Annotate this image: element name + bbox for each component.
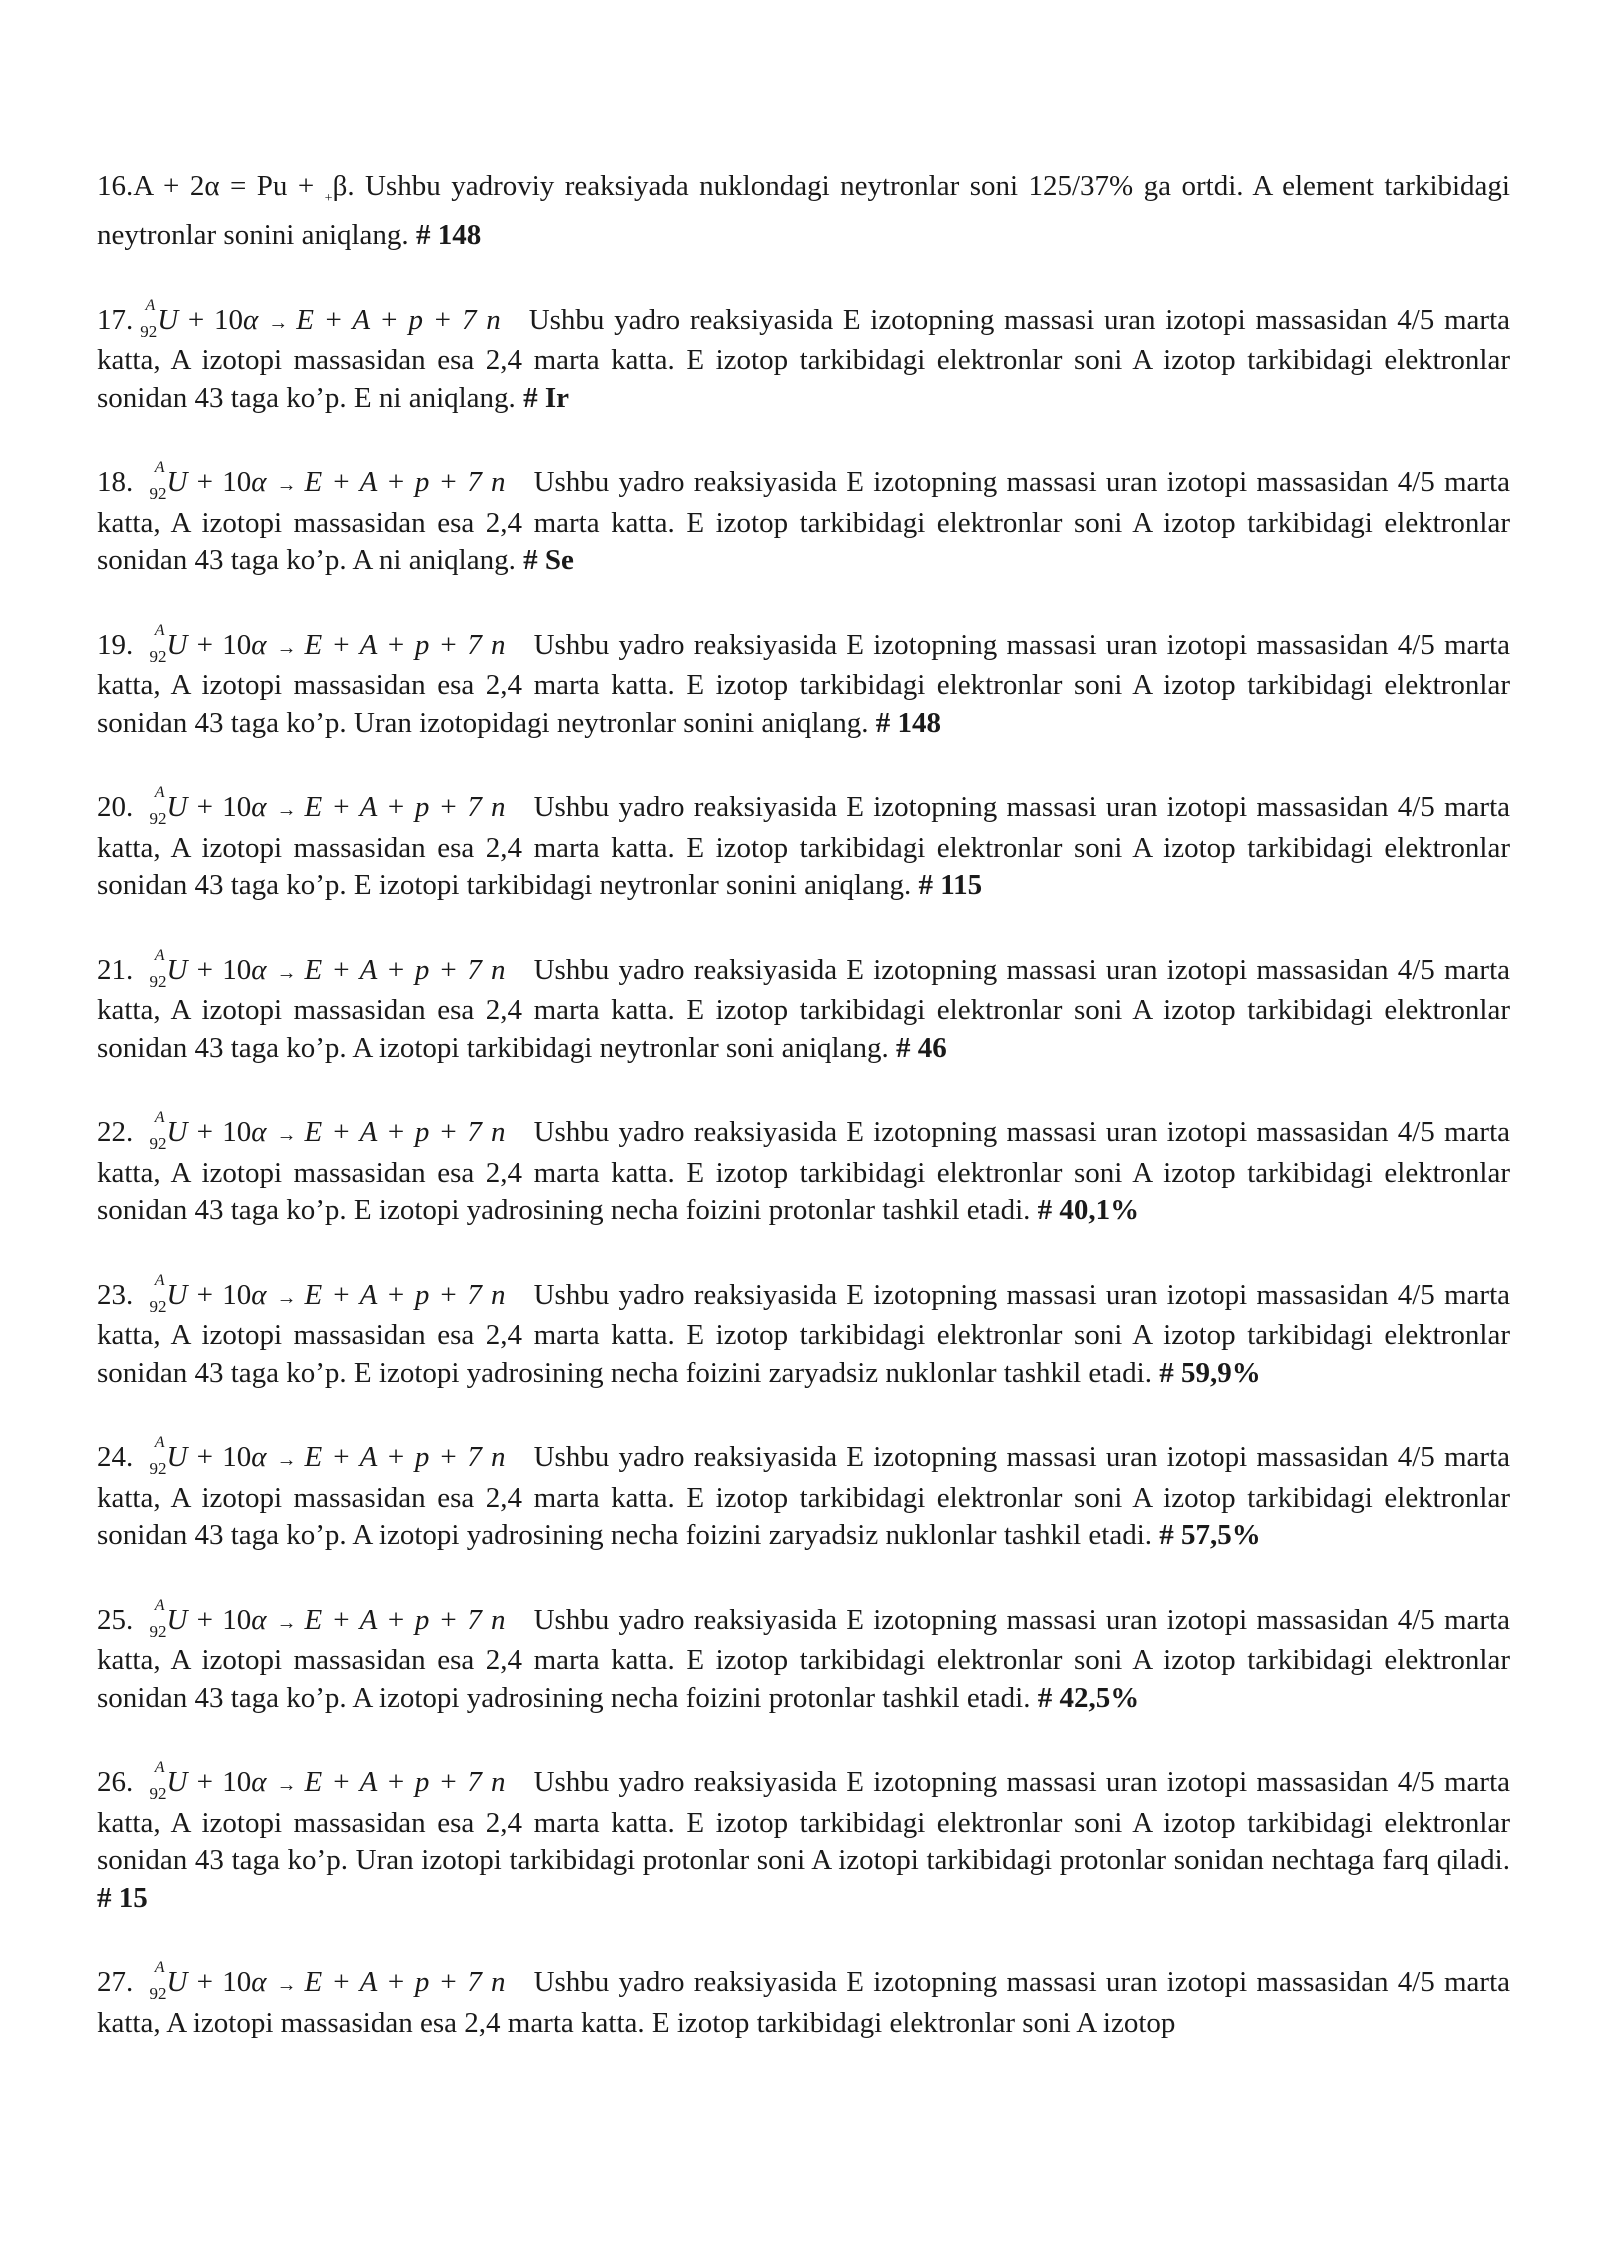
eq-products: E + A + p + 7 n bbox=[296, 303, 501, 336]
document-page bbox=[97, 168, 1510, 2086]
isotope-notation bbox=[142, 784, 167, 829]
eq-plus: + 10 bbox=[187, 466, 252, 499]
isotope-mass: A bbox=[154, 1596, 165, 1614]
problem-body: Ushbu yadro reaksiyasida E izotopning massasi uran izotopi massasidan 4/5 marta katta, A izotopi massasidan esa 2,4 marta katta. E izotop tarkibidagi elektronlar soni A izotop tarkibidagi elektronlar sonidan 43 taga ko’p. A ni aniqlang. bbox=[97, 466, 1511, 577]
reaction-equation bbox=[142, 946, 506, 991]
arrow-icon: → bbox=[276, 1449, 297, 1472]
isotope-mass: A bbox=[154, 1271, 165, 1289]
arrow-icon: → bbox=[276, 1611, 297, 1634]
isotope-z: 92 bbox=[149, 1134, 167, 1154]
isotope-notation bbox=[142, 1271, 167, 1316]
answer: # 148 bbox=[868, 706, 942, 739]
problem-body: Ushbu yadro reaksiyasida E izotopning massasi uran izotopi massasidan 4/5 marta katta, A izotopi massasidan esa 2,4 marta katta. E izotop tarkibidagi elektronlar soni A izotop tarkibidagi elektronlar sonidan 43 taga ko’p. Uran izotopi tarkibidagi protonlar soni A izotopi tarkibidagi protonlar sonidan nechtaga farq qiladi. bbox=[97, 1766, 1511, 1877]
isotope-z: 92 bbox=[149, 1984, 167, 2004]
isotope-z: 92 bbox=[149, 1296, 167, 1316]
isotope-mass: A bbox=[154, 784, 165, 802]
problem-19 bbox=[97, 621, 1511, 743]
isotope-mass: A bbox=[154, 946, 165, 964]
reaction-equation bbox=[142, 1271, 506, 1316]
eq-products: E + A + p + 7 n bbox=[304, 1278, 506, 1311]
problem-number: 17. bbox=[97, 303, 134, 336]
isotope-mass: A bbox=[154, 459, 165, 477]
reaction-equation bbox=[142, 784, 506, 829]
problem-number: 24. bbox=[97, 1441, 134, 1474]
alpha-symbol: α bbox=[242, 303, 259, 336]
arrow-icon: → bbox=[276, 1286, 297, 1309]
reaction-equation bbox=[142, 1109, 506, 1154]
alpha-symbol: α bbox=[251, 628, 267, 661]
reaction-equation bbox=[142, 1959, 506, 2004]
problem-26 bbox=[97, 1761, 1510, 1917]
uranium-symbol: U bbox=[166, 1603, 188, 1636]
uranium-symbol: U bbox=[166, 1116, 188, 1149]
answer: # 40,1% bbox=[1030, 1194, 1140, 1227]
uranium-symbol: U bbox=[157, 303, 179, 336]
eq-plus: + 10 bbox=[187, 628, 252, 661]
problem-number: 19. bbox=[97, 628, 134, 661]
eq-products: E + A + p + 7 n bbox=[304, 466, 506, 499]
alpha-symbol: α bbox=[251, 1278, 267, 1311]
problem-body: Ushbu yadro reaksiyasida E izotopning massasi uran izotopi massasidan 4/5 marta katta, A izotopi massasidan esa 2,4 marta katta. E izotop tarkibidagi elektronlar soni A izotop tarkibidagi elektronlar sonidan 43 taga ko’p. A izotopi yadrosining necha foizini protonlar tashkil etadi. bbox=[97, 1603, 1511, 1714]
arrow-icon: → bbox=[276, 474, 297, 497]
arrow-icon: → bbox=[276, 799, 297, 822]
eq-plus: + 10 bbox=[187, 953, 252, 986]
problem-20 bbox=[97, 786, 1510, 905]
alpha-symbol: α bbox=[251, 1766, 267, 1799]
isotope-notation bbox=[133, 296, 158, 341]
problem-18 bbox=[97, 461, 1510, 580]
problem-body: Ushbu yadro reaksiyasida E izotopning massasi uran izotopi massasidan 4/5 marta katta, A izotopi massasidan esa 2,4 marta katta. E izotop tarkibidagi elektronlar soni A izotop tarkibidagi elektronlar sonidan 43 taga ko’p. Uran izotopidagi neytronlar sonini aniqlang. bbox=[97, 628, 1511, 739]
answer: # Se bbox=[515, 544, 574, 577]
problem-number: 26. bbox=[97, 1766, 134, 1799]
isotope-mass: A bbox=[154, 1959, 165, 1977]
beta-prefix: + bbox=[324, 190, 333, 206]
uranium-symbol: U bbox=[166, 1441, 188, 1474]
problem-body: Ushbu yadro reaksiyasida E izotopning massasi uran izotopi massasidan 4/5 marta katta, A izotopi massasidan esa 2,4 marta katta. E izotop tarkibidagi elektronlar soni A izotop bbox=[97, 1966, 1511, 2039]
eq-plus: + 10 bbox=[187, 791, 252, 824]
eq-products: E + A + p + 7 n bbox=[304, 791, 506, 824]
beta-symbol: β bbox=[332, 170, 348, 202]
problem-24 bbox=[97, 1436, 1510, 1555]
answer: # 57,5% bbox=[1152, 1519, 1261, 1552]
problem-23 bbox=[97, 1271, 1511, 1393]
problem-body: Ushbu yadro reaksiyasida E izotopning massasi uran izotopi massasidan 4/5 marta katta, A izotopi massasidan esa 2,4 marta katta. E izotop tarkibidagi elektronlar soni A izotop tarkibidagi elektronlar sonidan 43 taga ko’p. E ni aniqlang. bbox=[97, 303, 1510, 414]
eq-products: E + A + p + 7 n bbox=[304, 1966, 506, 1999]
isotope-notation bbox=[142, 1959, 167, 2004]
arrow-icon: → bbox=[276, 961, 297, 984]
arrow-icon: → bbox=[268, 311, 289, 334]
problem-number: 18. bbox=[97, 466, 134, 499]
alpha-symbol: α bbox=[251, 1966, 267, 1999]
reaction-equation bbox=[142, 1434, 506, 1479]
problem-number: 23. bbox=[97, 1278, 134, 1311]
isotope-z: 92 bbox=[149, 971, 167, 991]
eq-products: E + A + p + 7 n bbox=[304, 1441, 506, 1474]
reaction-formula: A + 2α = Pu + bbox=[133, 170, 325, 202]
problem-body: Ushbu yadro reaksiyasida E izotopning massasi uran izotopi massasidan 4/5 marta katta, A izotopi massasidan esa 2,4 marta katta. E izotop tarkibidagi elektronlar soni A izotop tarkibidagi elektronlar sonidan 43 taga ko’p. E izotopi tarkibidagi neytronlar sonini aniqlang. bbox=[97, 791, 1511, 902]
problem-body: . Ushbu yadroviy reaksiyada nuklondagi neytronlar soni 125/37% ga ortdi. A element tarkibidagi neytronlar sonini aniqlang. bbox=[97, 170, 1510, 252]
reaction-equation bbox=[142, 1596, 506, 1641]
answer: # Ir bbox=[515, 381, 569, 414]
uranium-symbol: U bbox=[166, 1278, 188, 1311]
isotope-notation bbox=[142, 621, 167, 666]
alpha-symbol: α bbox=[251, 1441, 267, 1474]
eq-plus: + 10 bbox=[187, 1278, 252, 1311]
answer: # 15 bbox=[97, 1881, 148, 1914]
problem-22 bbox=[97, 1111, 1510, 1230]
isotope-notation bbox=[142, 1434, 167, 1479]
isotope-mass: A bbox=[154, 1109, 165, 1127]
eq-plus: + 10 bbox=[187, 1603, 252, 1636]
problem-body: Ushbu yadro reaksiyasida E izotopning massasi uran izotopi massasidan 4/5 marta katta, A izotopi massasidan esa 2,4 marta katta. E izotop tarkibidagi elektronlar soni A izotop tarkibidagi elektronlar sonidan 43 taga ko’p. A izotopi tarkibidagi neytronlar soni aniqlang. bbox=[97, 953, 1511, 1064]
answer: # 42,5% bbox=[1030, 1681, 1140, 1714]
alpha-symbol: α bbox=[251, 1603, 267, 1636]
alpha-symbol: α bbox=[251, 466, 267, 499]
eq-products: E + A + p + 7 n bbox=[304, 1766, 506, 1799]
eq-products: E + A + p + 7 n bbox=[304, 953, 506, 986]
problem-number: 16. bbox=[97, 170, 134, 202]
reaction-equation bbox=[142, 621, 506, 666]
answer: # 115 bbox=[911, 869, 983, 902]
problem-body: Ushbu yadro reaksiyasida E izotopning massasi uran izotopi massasidan 4/5 marta katta, A izotopi massasidan esa 2,4 marta katta. E izotop tarkibidagi elektronlar soni A izotop tarkibidagi elektronlar sonidan 43 taga ko’p. E izotopi yadrosining necha foizini zaryadsiz nuklonlar tashkil etadi. bbox=[97, 1278, 1511, 1389]
eq-products: E + A + p + 7 n bbox=[304, 1116, 506, 1149]
uranium-symbol: U bbox=[166, 466, 188, 499]
eq-plus: + 10 bbox=[187, 1441, 252, 1474]
alpha-symbol: α bbox=[251, 791, 267, 824]
eq-plus: + 10 bbox=[187, 1116, 252, 1149]
isotope-notation bbox=[142, 1596, 167, 1641]
isotope-mass: A bbox=[154, 1434, 165, 1452]
arrow-icon: → bbox=[276, 1774, 297, 1797]
problem-25 bbox=[97, 1596, 1511, 1718]
arrow-icon: → bbox=[276, 1974, 297, 1997]
answer: # 148 bbox=[408, 219, 482, 252]
problem-body: Ushbu yadro reaksiyasida E izotopning massasi uran izotopi massasidan 4/5 marta katta, A izotopi massasidan esa 2,4 marta katta. E izotop tarkibidagi elektronlar soni A izotop tarkibidagi elektronlar sonidan 43 taga ko’p. E izotopi yadrosining necha foizini protonlar tashkil etadi. bbox=[97, 1116, 1511, 1227]
problem-number: 27. bbox=[97, 1966, 134, 1999]
isotope-mass: A bbox=[154, 1759, 165, 1777]
isotope-mass: A bbox=[154, 621, 165, 639]
problem-number: 25. bbox=[97, 1603, 134, 1636]
isotope-notation bbox=[142, 459, 167, 504]
eq-plus: + 10 bbox=[178, 303, 243, 336]
isotope-notation bbox=[142, 1109, 167, 1154]
isotope-z: 92 bbox=[149, 809, 167, 829]
uranium-symbol: U bbox=[166, 628, 188, 661]
arrow-icon: → bbox=[276, 1124, 297, 1147]
isotope-z: 92 bbox=[149, 1784, 167, 1804]
isotope-z: 92 bbox=[149, 646, 167, 666]
isotope-notation bbox=[142, 1759, 167, 1804]
answer: # 46 bbox=[888, 1031, 947, 1064]
alpha-symbol: α bbox=[251, 1116, 267, 1149]
isotope-z: 92 bbox=[149, 1459, 167, 1479]
problem-number: 21. bbox=[97, 953, 134, 986]
problem-16 bbox=[97, 168, 1510, 255]
problem-27 bbox=[97, 1961, 1510, 2042]
eq-plus: + 10 bbox=[187, 1966, 252, 1999]
problem-number: 20. bbox=[97, 791, 134, 824]
eq-plus: + 10 bbox=[187, 1766, 252, 1799]
uranium-symbol: U bbox=[166, 1966, 188, 1999]
isotope-z: 92 bbox=[149, 1621, 167, 1641]
isotope-z: 92 bbox=[140, 321, 158, 341]
reaction-equation bbox=[142, 459, 506, 504]
arrow-icon: → bbox=[276, 636, 297, 659]
answer: # 59,9% bbox=[1152, 1356, 1261, 1389]
eq-products: E + A + p + 7 n bbox=[304, 628, 506, 661]
reaction-equation bbox=[142, 1759, 506, 1804]
uranium-symbol: U bbox=[166, 791, 188, 824]
reaction-equation bbox=[133, 296, 501, 341]
alpha-symbol: α bbox=[251, 953, 267, 986]
problem-17 bbox=[97, 296, 1510, 418]
isotope-mass: A bbox=[145, 296, 156, 314]
problem-number: 22. bbox=[97, 1116, 134, 1149]
isotope-z: 92 bbox=[149, 484, 167, 504]
isotope-notation bbox=[142, 946, 167, 991]
uranium-symbol: U bbox=[166, 953, 188, 986]
problem-body: Ushbu yadro reaksiyasida E izotopning massasi uran izotopi massasidan 4/5 marta katta, A izotopi massasidan esa 2,4 marta katta. E izotop tarkibidagi elektronlar soni A izotop tarkibidagi elektronlar sonidan 43 taga ko’p. A izotopi yadrosining necha foizini zaryadsiz nuklonlar tashkil etadi. bbox=[97, 1441, 1511, 1552]
uranium-symbol: U bbox=[166, 1766, 188, 1799]
eq-products: E + A + p + 7 n bbox=[304, 1603, 506, 1636]
problem-21 bbox=[97, 946, 1511, 1068]
